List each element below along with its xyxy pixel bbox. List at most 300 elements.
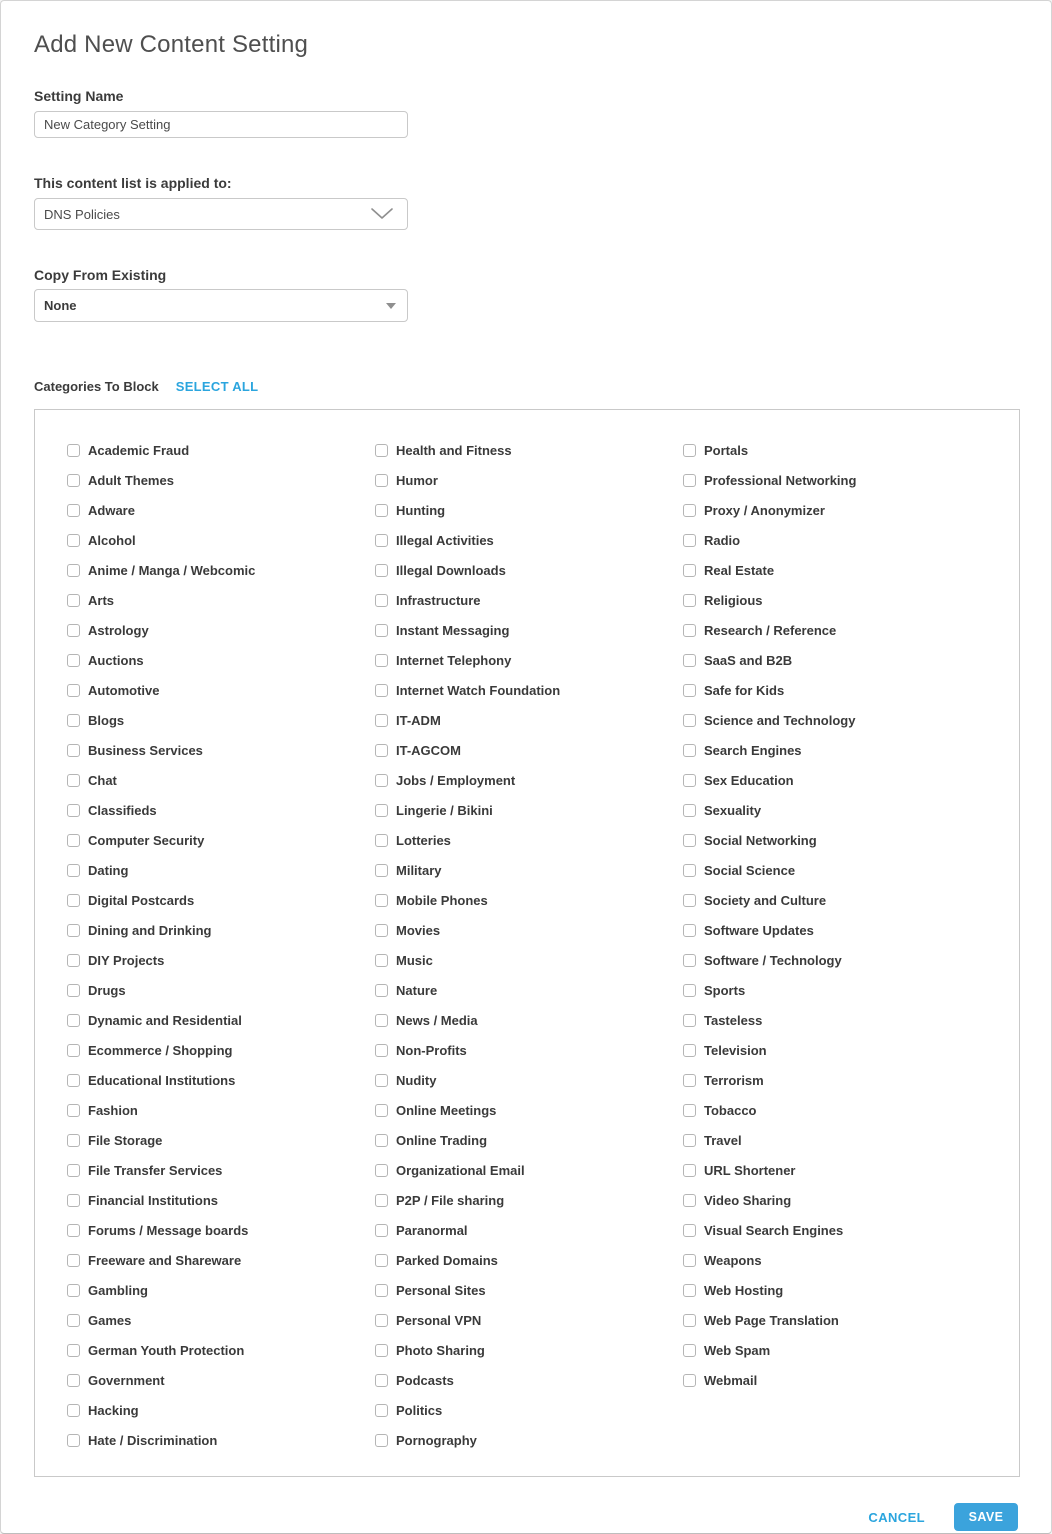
category-checkbox-item[interactable]: [67, 495, 375, 525]
category-checkbox-item[interactable]: [375, 975, 683, 1005]
category-checkbox-item[interactable]: [67, 615, 375, 645]
category-label: Gambling: [88, 1282, 148, 1298]
category-label: Nudity: [396, 1072, 437, 1088]
checkbox-icon[interactable]: [375, 714, 388, 727]
category-label: Hacking: [88, 1402, 139, 1418]
checkbox-icon[interactable]: [67, 1404, 80, 1417]
checkbox-icon[interactable]: [375, 1404, 388, 1417]
select-all-link[interactable]: SELECT ALL: [175, 379, 259, 394]
checkbox-icon[interactable]: [375, 1014, 388, 1027]
category-checkbox-item[interactable]: [375, 705, 683, 735]
category-label: Health and Fitness: [396, 442, 512, 458]
checkbox-icon[interactable]: [375, 654, 388, 667]
checkbox-icon[interactable]: [375, 1104, 388, 1117]
category-checkbox-item[interactable]: [683, 465, 856, 495]
category-label: Infrastructure: [396, 592, 481, 608]
category-checkbox-item[interactable]: [67, 675, 375, 705]
checkbox-icon[interactable]: [67, 1284, 80, 1297]
category-checkbox-item[interactable]: [683, 915, 856, 945]
category-checkbox-item[interactable]: [683, 1005, 856, 1035]
category-checkbox-item[interactable]: [683, 1185, 856, 1215]
category-label: News / Media: [396, 1012, 478, 1028]
category-checkbox-item[interactable]: [67, 945, 375, 975]
category-checkbox-item[interactable]: [683, 645, 856, 675]
category-checkbox-item[interactable]: [375, 825, 683, 855]
category-label: Arts: [88, 592, 115, 608]
category-checkbox-item[interactable]: [375, 1215, 683, 1245]
category-checkbox-item[interactable]: [683, 495, 856, 525]
category-checkbox-item[interactable]: [67, 555, 375, 585]
category-label: File Transfer Services: [88, 1162, 223, 1178]
category-checkbox-item[interactable]: [683, 1035, 856, 1065]
category-checkbox-item[interactable]: [683, 1095, 856, 1125]
category-checkbox-item[interactable]: [67, 1035, 375, 1065]
checkbox-icon[interactable]: [375, 594, 388, 607]
category-label: Freeware and Shareware: [88, 1252, 242, 1268]
category-label: Automotive: [88, 682, 160, 698]
category-checkbox-item[interactable]: [683, 1155, 856, 1185]
category-checkbox-item[interactable]: [67, 1275, 375, 1305]
setting-name-input[interactable]: [34, 111, 408, 138]
category-checkbox-item[interactable]: [67, 795, 375, 825]
category-checkbox-item[interactable]: [67, 1005, 375, 1035]
category-checkbox-item[interactable]: [375, 765, 683, 795]
checkbox-icon[interactable]: [67, 1014, 80, 1027]
save-button[interactable]: SAVE: [954, 1503, 1018, 1531]
category-checkbox-item[interactable]: [67, 1365, 375, 1395]
checkbox-icon[interactable]: [683, 984, 696, 997]
category-checkbox-item[interactable]: [683, 825, 856, 855]
category-label: Paranormal: [396, 1222, 468, 1238]
category-label: Adware: [88, 502, 135, 518]
checkbox-icon[interactable]: [67, 504, 80, 517]
checkbox-icon[interactable]: [683, 1014, 696, 1027]
checkbox-icon[interactable]: [375, 1074, 388, 1087]
checkbox-icon[interactable]: [375, 1134, 388, 1147]
checkbox-icon[interactable]: [375, 534, 388, 547]
checkbox-icon[interactable]: [683, 1374, 696, 1387]
category-label: Fashion: [88, 1102, 138, 1118]
category-checkbox-item[interactable]: [375, 525, 683, 555]
category-label: Personal Sites: [396, 1282, 486, 1298]
category-label: Non-Profits: [396, 1042, 467, 1058]
checkbox-icon[interactable]: [67, 804, 80, 817]
checkbox-icon[interactable]: [375, 624, 388, 637]
chevron-down-icon: [371, 208, 393, 220]
category-label: Radio: [704, 532, 741, 548]
checkbox-icon[interactable]: [683, 1284, 696, 1297]
checkbox-icon[interactable]: [375, 1314, 388, 1327]
category-checkbox-item[interactable]: [375, 1365, 683, 1395]
category-checkbox-item[interactable]: [375, 1005, 683, 1035]
category-checkbox-item[interactable]: [683, 435, 856, 465]
checkbox-icon[interactable]: [375, 924, 388, 937]
checkbox-icon[interactable]: [683, 654, 696, 667]
category-checkbox-item[interactable]: [375, 885, 683, 915]
checkbox-icon[interactable]: [67, 1314, 80, 1327]
category-label: Hate / Discrimination: [88, 1432, 218, 1448]
category-checkbox-item[interactable]: [67, 1335, 375, 1365]
category-label: Tasteless: [704, 1012, 763, 1028]
category-checkbox-item[interactable]: [375, 435, 683, 465]
checkbox-icon[interactable]: [375, 684, 388, 697]
applied-to-label: This content list is applied to:: [34, 175, 232, 191]
category-checkbox-item[interactable]: [683, 1335, 856, 1365]
category-label: Sex Education: [704, 772, 794, 788]
category-checkbox-item[interactable]: [67, 1395, 375, 1425]
category-checkbox-item[interactable]: [683, 975, 856, 1005]
category-label: Sexuality: [704, 802, 762, 818]
checkbox-icon[interactable]: [683, 924, 696, 937]
category-checkbox-item[interactable]: [375, 1125, 683, 1155]
checkbox-icon[interactable]: [683, 774, 696, 787]
category-label: Academic Fraud: [88, 442, 190, 458]
category-label: Society and Culture: [704, 892, 827, 908]
checkbox-icon[interactable]: [683, 444, 696, 457]
checkbox-icon[interactable]: [67, 1434, 80, 1447]
category-checkbox-item[interactable]: [683, 1245, 856, 1275]
checkbox-icon[interactable]: [67, 534, 80, 547]
category-label: Research / Reference: [704, 622, 837, 638]
category-checkbox-item[interactable]: [67, 825, 375, 855]
category-checkbox-item[interactable]: [683, 855, 856, 885]
category-label: Dynamic and Residential: [88, 1012, 242, 1028]
category-checkbox-item[interactable]: [375, 1275, 683, 1305]
checkbox-icon[interactable]: [67, 744, 80, 757]
checkbox-icon[interactable]: [375, 744, 388, 757]
checkbox-icon[interactable]: [67, 984, 80, 997]
category-checkbox-item[interactable]: [375, 855, 683, 885]
category-label: Games: [88, 1312, 132, 1328]
checkbox-icon[interactable]: [375, 1374, 388, 1387]
category-label: Nature: [396, 982, 438, 998]
category-checkbox-item[interactable]: [683, 675, 856, 705]
category-label: Drugs: [88, 982, 126, 998]
cancel-button[interactable]: CANCEL: [868, 1509, 925, 1525]
checkbox-icon[interactable]: [683, 864, 696, 877]
category-checkbox-item[interactable]: [683, 1215, 856, 1245]
category-checkbox-item[interactable]: [67, 1185, 375, 1215]
checkbox-icon[interactable]: [375, 954, 388, 967]
category-checkbox-item[interactable]: [683, 585, 856, 615]
category-label: Instant Messaging: [396, 622, 510, 638]
category-checkbox-item[interactable]: [375, 555, 683, 585]
category-checkbox-item[interactable]: [375, 1395, 683, 1425]
checkbox-icon[interactable]: [67, 894, 80, 907]
checkbox-icon[interactable]: [67, 864, 80, 877]
checkbox-icon[interactable]: [375, 1164, 388, 1177]
category-label: Organizational Email: [396, 1162, 525, 1178]
category-label: Movies: [396, 922, 441, 938]
category-checkbox-item[interactable]: [375, 795, 683, 825]
category-checkbox-item[interactable]: [67, 1095, 375, 1125]
category-label: Parked Domains: [396, 1252, 498, 1268]
category-checkbox-item[interactable]: [375, 1065, 683, 1095]
caret-down-icon: [386, 303, 396, 309]
category-checkbox-item[interactable]: [67, 975, 375, 1005]
category-column-1: [67, 435, 375, 1476]
category-label: Anime / Manga / Webcomic: [88, 562, 256, 578]
checkbox-icon[interactable]: [683, 1134, 696, 1147]
checkbox-icon[interactable]: [683, 504, 696, 517]
category-checkbox-item[interactable]: [683, 795, 856, 825]
category-checkbox-item[interactable]: [375, 1245, 683, 1275]
category-checkbox-item[interactable]: [375, 645, 683, 675]
category-label: Politics: [396, 1402, 443, 1418]
checkbox-icon[interactable]: [683, 744, 696, 757]
category-checkbox-item[interactable]: [375, 1185, 683, 1215]
applied-to-value: DNS Policies: [44, 206, 120, 222]
category-checkbox-item[interactable]: [375, 1305, 683, 1335]
category-label: Science and Technology: [704, 712, 856, 728]
category-label: URL Shortener: [704, 1162, 796, 1178]
page-title: Add New Content Setting: [34, 31, 309, 58]
category-label: Internet Watch Foundation: [396, 682, 561, 698]
category-checkbox-item[interactable]: [683, 1065, 856, 1095]
checkbox-icon[interactable]: [375, 1224, 388, 1237]
category-checkbox-item[interactable]: [67, 855, 375, 885]
category-checkbox-item[interactable]: [375, 465, 683, 495]
checkbox-icon[interactable]: [67, 1254, 80, 1267]
category-label: Forums / Message boards: [88, 1222, 249, 1238]
checkbox-icon[interactable]: [67, 834, 80, 847]
checkbox-icon[interactable]: [67, 684, 80, 697]
category-label: Religious: [704, 592, 763, 608]
checkbox-icon[interactable]: [67, 774, 80, 787]
category-checkbox-item[interactable]: [67, 585, 375, 615]
checkbox-icon[interactable]: [683, 954, 696, 967]
category-label: Video Sharing: [704, 1192, 792, 1208]
category-label: Podcasts: [396, 1372, 454, 1388]
checkbox-icon[interactable]: [67, 1104, 80, 1117]
category-checkbox-item[interactable]: [67, 1125, 375, 1155]
category-checkbox-item[interactable]: [683, 945, 856, 975]
checkbox-icon[interactable]: [375, 474, 388, 487]
category-checkbox-item[interactable]: [375, 1095, 683, 1125]
checkbox-icon[interactable]: [375, 1344, 388, 1357]
category-column-2: [375, 435, 683, 1476]
category-checkbox-item[interactable]: [67, 1305, 375, 1335]
checkbox-icon[interactable]: [683, 1344, 696, 1357]
category-label: Adult Themes: [88, 472, 174, 488]
checkbox-icon[interactable]: [67, 1164, 80, 1177]
checkbox-icon[interactable]: [683, 594, 696, 607]
checkbox-icon[interactable]: [683, 1254, 696, 1267]
category-label: Ecommerce / Shopping: [88, 1042, 233, 1058]
checkbox-icon[interactable]: [375, 864, 388, 877]
checkbox-icon[interactable]: [67, 444, 80, 457]
category-checkbox-item[interactable]: [683, 1125, 856, 1155]
category-label: Mobile Phones: [396, 892, 488, 908]
category-label: Astrology: [88, 622, 149, 638]
category-label: Real Estate: [704, 562, 775, 578]
category-label: Social Science: [704, 862, 796, 878]
checkbox-icon[interactable]: [67, 1344, 80, 1357]
category-label: Illegal Activities: [396, 532, 494, 548]
category-checkbox-item[interactable]: [375, 1425, 683, 1455]
checkbox-icon[interactable]: [67, 714, 80, 727]
checkbox-icon[interactable]: [683, 834, 696, 847]
category-label: Tobacco: [704, 1102, 757, 1118]
checkbox-icon[interactable]: [67, 624, 80, 637]
category-label: Blogs: [88, 712, 125, 728]
checkbox-icon[interactable]: [375, 804, 388, 817]
checkbox-icon[interactable]: [67, 1224, 80, 1237]
category-label: Portals: [704, 442, 749, 458]
checkbox-icon[interactable]: [683, 894, 696, 907]
category-checkbox-item[interactable]: [683, 735, 856, 765]
checkbox-icon[interactable]: [67, 594, 80, 607]
checkbox-icon[interactable]: [683, 1194, 696, 1207]
checkbox-icon[interactable]: [375, 774, 388, 787]
categories-grid: [34, 409, 1020, 1477]
checkbox-icon[interactable]: [683, 684, 696, 697]
checkbox-icon[interactable]: [375, 1434, 388, 1447]
category-checkbox-item[interactable]: [683, 555, 856, 585]
category-checkbox-item[interactable]: [375, 1035, 683, 1065]
category-checkbox-item[interactable]: [67, 1065, 375, 1095]
category-checkbox-item[interactable]: [375, 915, 683, 945]
checkbox-icon[interactable]: [683, 1104, 696, 1117]
category-checkbox-item[interactable]: [67, 465, 375, 495]
category-checkbox-item[interactable]: [375, 495, 683, 525]
category-label: Jobs / Employment: [396, 772, 516, 788]
checkbox-icon[interactable]: [683, 1044, 696, 1057]
category-label: Dining and Drinking: [88, 922, 212, 938]
checkbox-icon[interactable]: [683, 1164, 696, 1177]
checkbox-icon[interactable]: [67, 654, 80, 667]
checkbox-icon[interactable]: [683, 1224, 696, 1237]
category-label: Social Networking: [704, 832, 817, 848]
checkbox-icon[interactable]: [375, 1194, 388, 1207]
category-label: Visual Search Engines: [704, 1222, 844, 1238]
category-label: Web Page Translation: [704, 1312, 839, 1328]
checkbox-icon[interactable]: [375, 504, 388, 517]
category-label: P2P / File sharing: [396, 1192, 505, 1208]
category-label: German Youth Protection: [88, 1342, 245, 1358]
category-column-3: [683, 435, 856, 1476]
checkbox-icon[interactable]: [375, 1254, 388, 1267]
checkbox-icon[interactable]: [683, 564, 696, 577]
category-checkbox-item[interactable]: [67, 915, 375, 945]
category-label: Software / Technology: [704, 952, 842, 968]
category-label: Pornography: [396, 1432, 477, 1448]
category-label: Software Updates: [704, 922, 814, 938]
category-checkbox-item[interactable]: [67, 1215, 375, 1245]
checkbox-icon[interactable]: [375, 1284, 388, 1297]
category-checkbox-item[interactable]: [67, 435, 375, 465]
category-label: IT-ADM: [396, 712, 441, 728]
category-label: Sports: [704, 982, 746, 998]
checkbox-icon[interactable]: [67, 1374, 80, 1387]
category-checkbox-item[interactable]: [67, 765, 375, 795]
checkbox-icon[interactable]: [67, 1134, 80, 1147]
category-label: Professional Networking: [704, 472, 857, 488]
category-checkbox-item[interactable]: [683, 1305, 856, 1335]
checkbox-icon[interactable]: [683, 534, 696, 547]
category-checkbox-item[interactable]: [683, 705, 856, 735]
category-checkbox-item[interactable]: [67, 1245, 375, 1275]
category-label: Government: [88, 1372, 165, 1388]
category-label: Lotteries: [396, 832, 451, 848]
category-checkbox-item[interactable]: [67, 525, 375, 555]
category-label: Web Spam: [704, 1342, 771, 1358]
checkbox-icon[interactable]: [67, 474, 80, 487]
category-label: Music: [396, 952, 433, 968]
category-label: Terrorism: [704, 1072, 764, 1088]
category-checkbox-item[interactable]: [375, 615, 683, 645]
checkbox-icon[interactable]: [375, 1044, 388, 1057]
category-checkbox-item[interactable]: [683, 525, 856, 555]
category-label: Travel: [704, 1132, 742, 1148]
checkbox-icon[interactable]: [67, 954, 80, 967]
category-checkbox-item[interactable]: [67, 645, 375, 675]
checkbox-icon[interactable]: [683, 1314, 696, 1327]
applied-to-select[interactable]: [34, 198, 408, 230]
category-checkbox-item[interactable]: [67, 705, 375, 735]
checkbox-icon[interactable]: [683, 474, 696, 487]
category-label: Classifieds: [88, 802, 157, 818]
category-checkbox-item[interactable]: [67, 735, 375, 765]
category-label: DIY Projects: [88, 952, 165, 968]
category-checkbox-item[interactable]: [375, 1335, 683, 1365]
category-checkbox-item[interactable]: [683, 1275, 856, 1305]
category-label: Hunting: [396, 502, 446, 518]
category-checkbox-item[interactable]: [375, 585, 683, 615]
category-checkbox-item[interactable]: [683, 615, 856, 645]
category-checkbox-item[interactable]: [683, 885, 856, 915]
category-label: Search Engines: [704, 742, 802, 758]
checkbox-icon[interactable]: [683, 1074, 696, 1087]
copy-from-label: Copy From Existing: [34, 267, 167, 283]
checkbox-icon[interactable]: [67, 1074, 80, 1087]
category-label: Webmail: [704, 1372, 758, 1388]
category-checkbox-item[interactable]: [67, 1425, 375, 1455]
category-checkbox-item[interactable]: [375, 675, 683, 705]
category-label: Auctions: [88, 652, 144, 668]
checkbox-icon[interactable]: [683, 714, 696, 727]
category-label: Dating: [88, 862, 129, 878]
checkbox-icon[interactable]: [67, 564, 80, 577]
checkbox-icon[interactable]: [67, 1044, 80, 1057]
category-checkbox-item[interactable]: [375, 735, 683, 765]
checkbox-icon[interactable]: [375, 984, 388, 997]
copy-from-value: None: [44, 298, 77, 313]
category-label: Lingerie / Bikini: [396, 802, 493, 818]
checkbox-icon[interactable]: [67, 924, 80, 937]
category-label: Digital Postcards: [88, 892, 195, 908]
category-label: Computer Security: [88, 832, 205, 848]
category-label: Photo Sharing: [396, 1342, 485, 1358]
category-checkbox-item[interactable]: [375, 945, 683, 975]
checkbox-icon[interactable]: [375, 444, 388, 457]
checkbox-icon[interactable]: [683, 624, 696, 637]
category-checkbox-item[interactable]: [683, 1365, 856, 1395]
checkbox-icon[interactable]: [67, 1194, 80, 1207]
setting-name-label: Setting Name: [34, 88, 124, 104]
category-checkbox-item[interactable]: [67, 885, 375, 915]
category-label: Illegal Downloads: [396, 562, 506, 578]
checkbox-icon[interactable]: [683, 804, 696, 817]
checkbox-icon[interactable]: [375, 564, 388, 577]
checkbox-icon[interactable]: [375, 834, 388, 847]
copy-from-select[interactable]: [34, 289, 408, 322]
category-label: Business Services: [88, 742, 203, 758]
checkbox-icon[interactable]: [375, 894, 388, 907]
category-checkbox-item[interactable]: [67, 1155, 375, 1185]
category-checkbox-item[interactable]: [683, 765, 856, 795]
category-checkbox-item[interactable]: [375, 1155, 683, 1185]
